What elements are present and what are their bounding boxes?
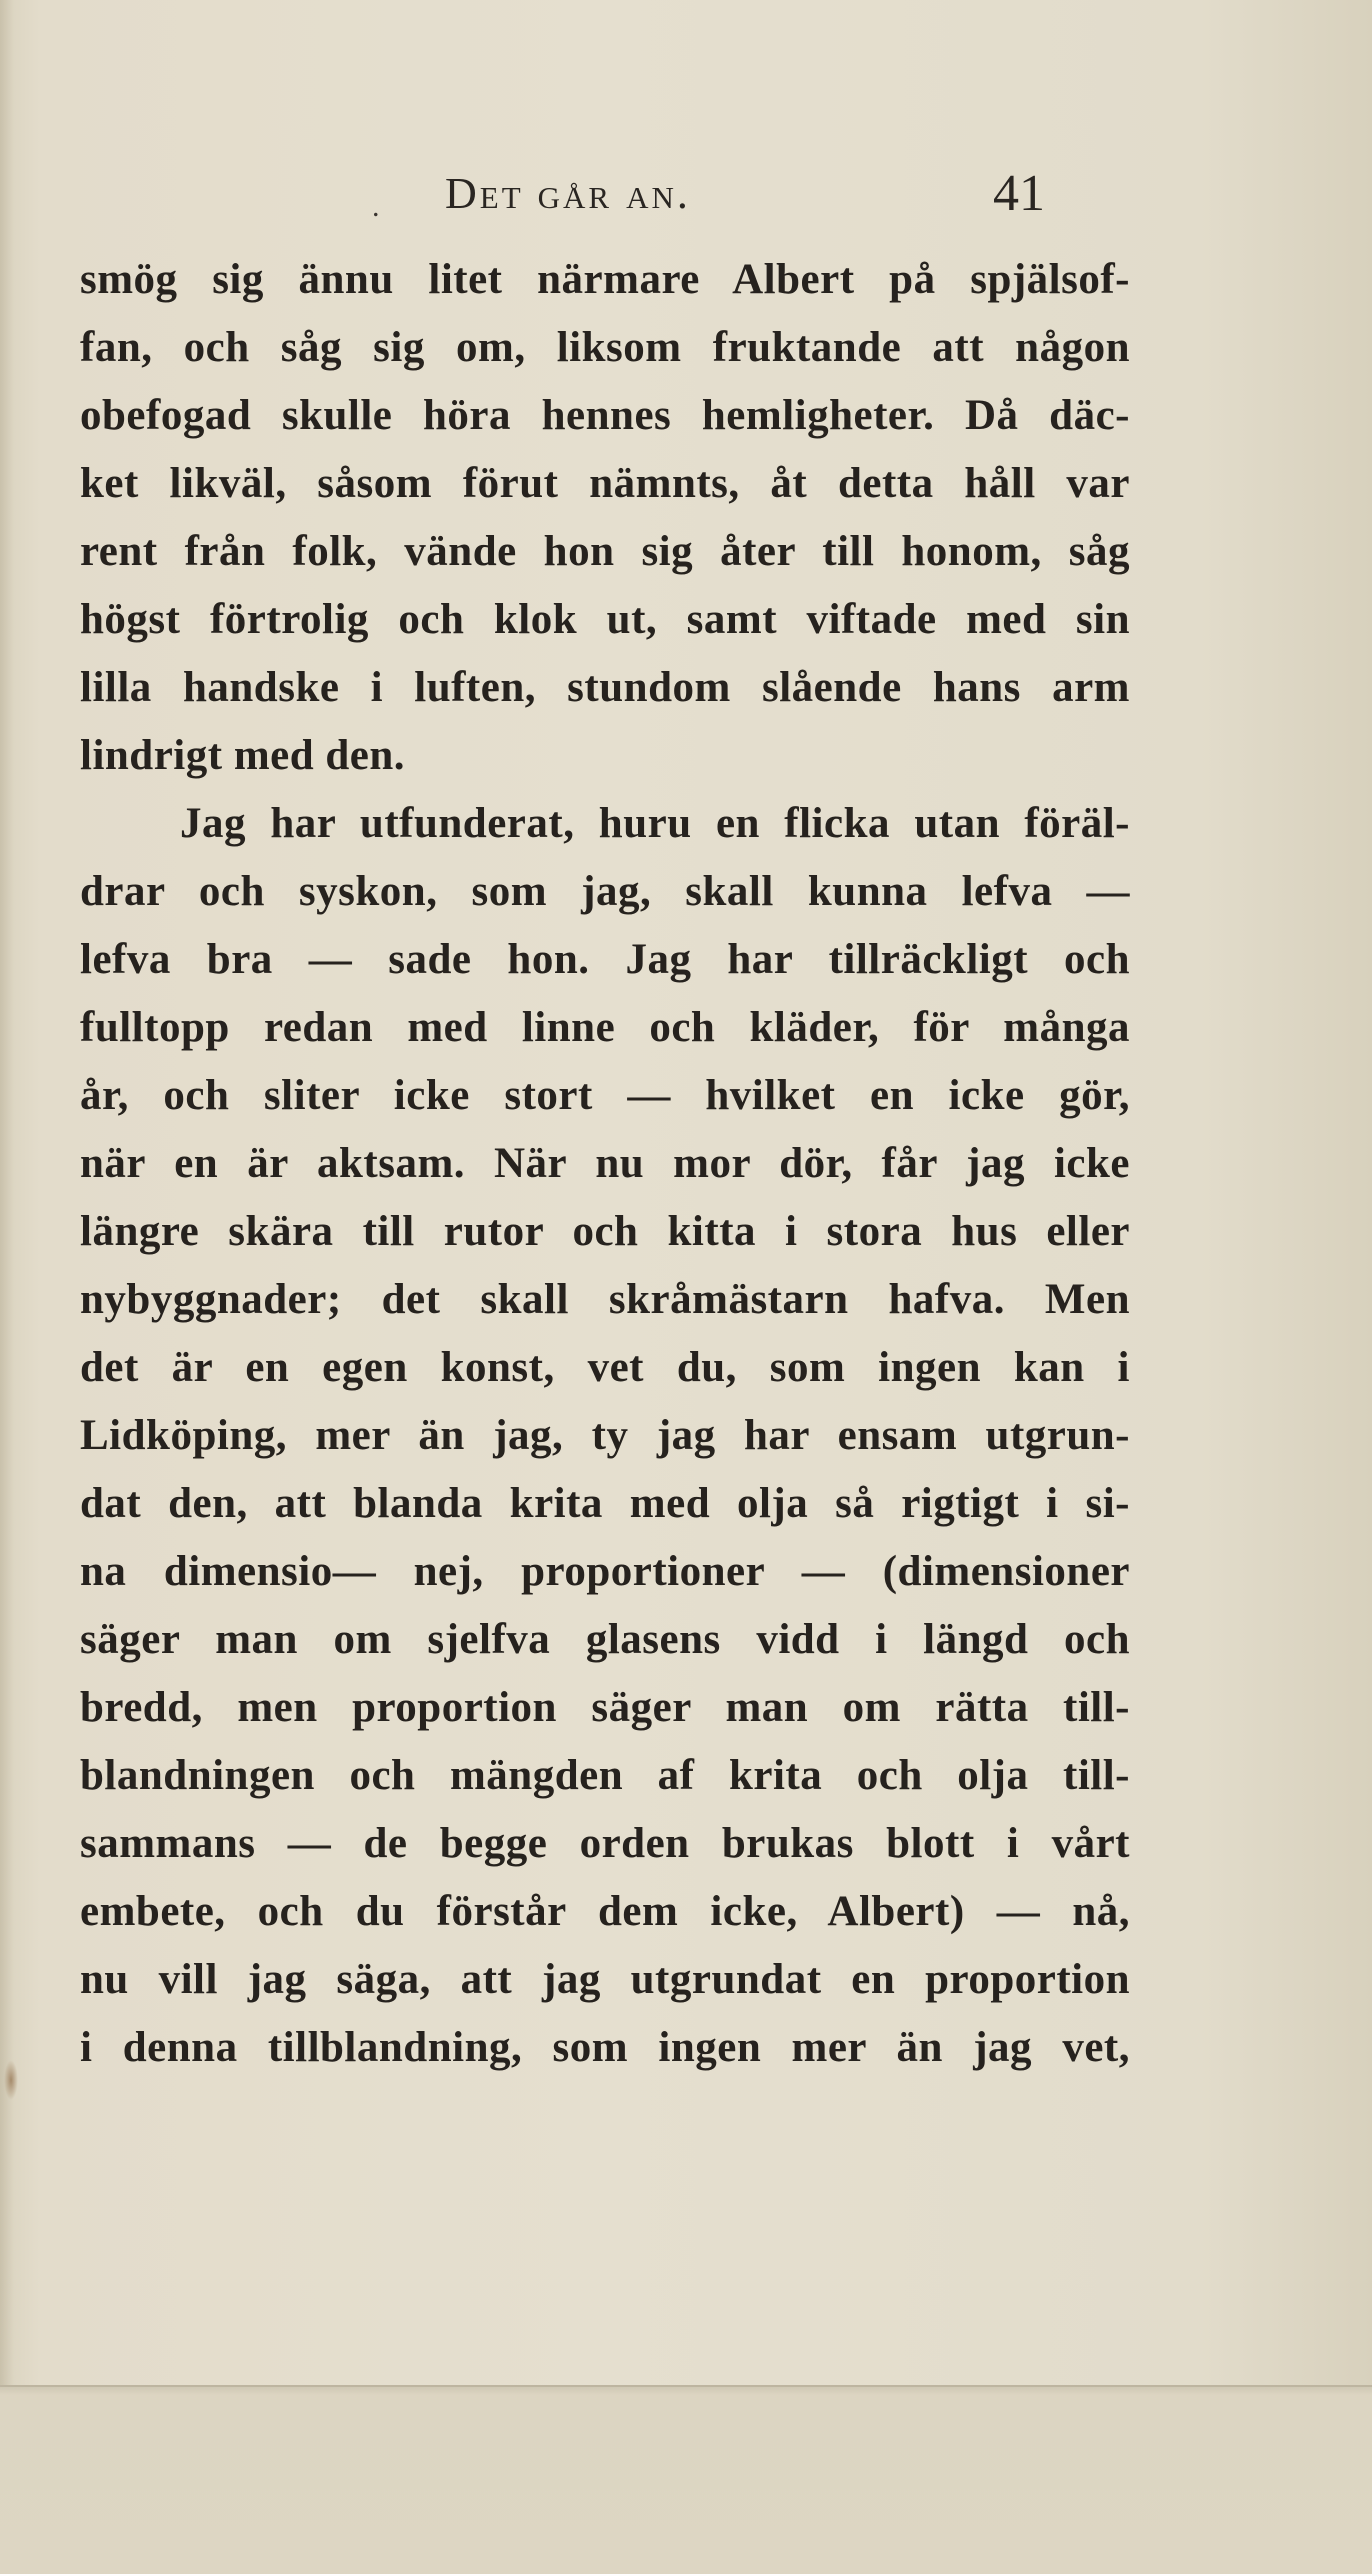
text-line: bredd, men proportion säger man om rätta till- [80, 1684, 1130, 1731]
page-header [0, 160, 1372, 230]
text-line: obefogad skulle höra hennes hemligheter. Då däc- [80, 392, 1130, 439]
text-line: drar och syskon, som jag, skall kunna lefva — [80, 868, 1130, 915]
text-line: fan, och såg sig om, liksom fruktande att någon [80, 324, 1130, 371]
header-ornament: . [372, 190, 380, 223]
text-line: dat den, att blanda krita med olja så rigtigt i si- [80, 1480, 1130, 1527]
text-line: blandningen och mängden af krita och olja till- [80, 1752, 1130, 1799]
text-line: embete, och du förstår dem icke, Albert) — nå, [80, 1888, 1130, 1935]
text-line: i denna tillblandning, som ingen mer än jag vet, [80, 2024, 1130, 2071]
page-stain [4, 2060, 18, 2100]
text-line: när en är aktsam. När nu mor dör, får jag icke [80, 1140, 1130, 1187]
text-line: lilla handske i luften, stundom slående hans arm [80, 664, 1130, 711]
text-line: säger man om sjelfva glasens vidd i längd och [80, 1616, 1130, 1663]
text-line: högst förtrolig och klok ut, samt viftade med sin [80, 596, 1130, 643]
page-bottom-edge [0, 2385, 1372, 2574]
text-line: nybyggnader; det skall skråmästarn hafva. Men [80, 1276, 1130, 1323]
text-line: smög sig ännu litet närmare Albert på spjälsof- [80, 256, 1130, 303]
text-line: na dimensio— nej, proportioner — (dimensioner [80, 1548, 1130, 1595]
text-line: sammans — de begge orden brukas blott i vårt [80, 1820, 1130, 1867]
text-line: år, och sliter icke stort — hvilket en icke gör, [80, 1072, 1130, 1119]
text-line: lefva bra — sade hon. Jag har tillräckligt och [80, 936, 1130, 983]
text-line: rent från folk, vände hon sig åter till honom, såg [80, 528, 1130, 575]
text-line: det är en egen konst, vet du, som ingen kan i [80, 1344, 1130, 1391]
text-line: ket likväl, såsom förut nämnts, åt detta håll var [80, 460, 1130, 507]
page-number: 41 [993, 165, 1045, 222]
text-line: lindrigt med den. [80, 732, 406, 779]
text-line: Jag har utfunderat, huru en flicka utan föräl- [180, 800, 1130, 847]
text-line: nu vill jag säga, att jag utgrundat en proportion [80, 1956, 1130, 2003]
running-title: Det går an. [445, 169, 691, 218]
text-line: längre skära till rutor och kitta i stora hus eller [80, 1208, 1130, 1255]
text-line: fulltopp redan med linne och kläder, för många [80, 1004, 1130, 1051]
text-line: Lidköping, mer än jag, ty jag har ensam utgrun- [80, 1412, 1130, 1459]
